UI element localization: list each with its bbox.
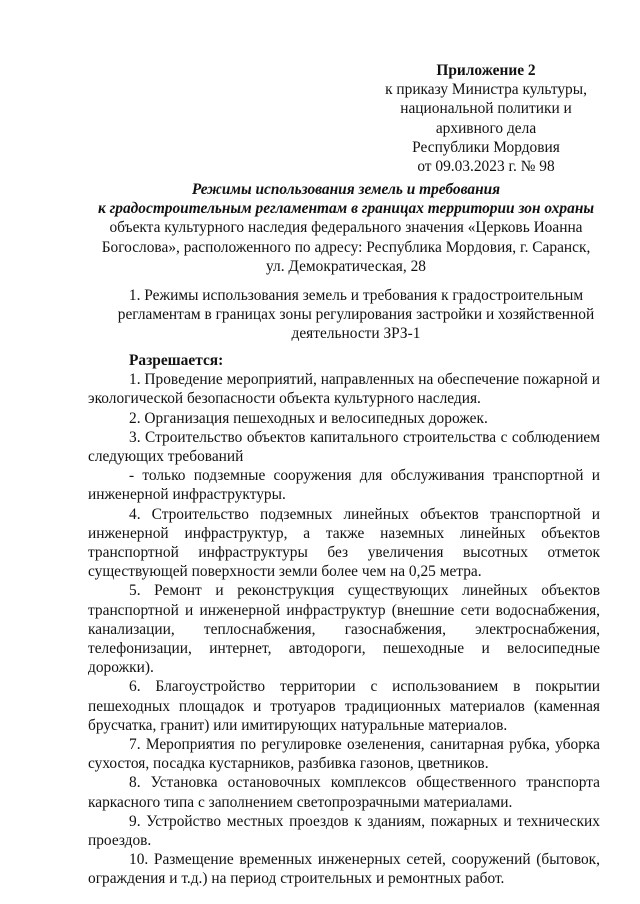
list-item: - только подземные сооружения для обслуживания транспортной и инженерной инфраструктуры. — [88, 467, 600, 504]
document-body — [88, 351, 600, 889]
appendix-line: к приказу Министра культуры, — [385, 81, 587, 99]
title-bold-line: Режимы использования земель и требования — [191, 181, 501, 198]
appendix-line: от 09.03.2023 г. № 98 — [417, 158, 555, 176]
appendix-block — [376, 61, 596, 176]
title-line: объекта культурного наследия федерального значения «Церковь Иоанна — [109, 219, 583, 237]
list-item: 8. Установка остановочных комплексов общественного транспорта каркасного типа с заполнением светопрозрачными материалами. — [88, 774, 600, 811]
list-item: 10. Размещение временных инженерных сетей, сооружений (бытовок, ограждения и т.д.) на период строительных и ремонтных работ. — [88, 851, 600, 888]
appendix-line: архивного дела — [435, 119, 537, 137]
title-line: Богослова», расположенного по адресу: Республика Мордовия, г. Саранск, — [101, 238, 591, 256]
section-line: деятельности ЗРЗ-1 — [291, 325, 421, 343]
appendix-line: Республики Мордовия — [412, 138, 560, 156]
title-bold-line: к градостроительным регламентам в границах территории зон охраны — [97, 200, 595, 218]
section-heading — [100, 286, 612, 344]
title-line: ул. Демократическая, 28 — [266, 257, 426, 275]
list-item: 5. Ремонт и реконструкция существующих линейных объектов транспортной и инженерной инфраструктур (внешние сети водоснабжения, канализации, теплоснабжения, газоснабжения, электроснабжения, телефонизации, интернет, автодороги, пешеходные и велосипедные дорожки). — [88, 582, 600, 677]
list-item: 7. Мероприятия по регулировке озеленения, санитарная рубка, уборка сухостоя, посадка кустарников, разбивка газонов, цветников. — [88, 736, 600, 773]
document-title — [80, 180, 612, 276]
appendix-line: национальной политики и — [400, 100, 572, 118]
section-line: регламентам в границах зоны регулирования застройки и хозяйственной — [117, 306, 595, 324]
list-item: 2. Организация пешеходных и велосипедных дорожек. — [129, 409, 488, 427]
list-item: 4. Строительство подземных линейных объектов транспортной и инженерной инфраструктур, а также наземных линейных объектов транспортной инфраструктуры без увеличения высотных отметок существующей поверхности земли более чем на 0,25 метра. — [88, 505, 600, 581]
appendix-title: Приложение 2 — [436, 62, 536, 79]
allowed-heading: Разрешается: — [129, 352, 224, 369]
section-line: 1. Режимы использования земель и требования к градостроительным — [128, 287, 584, 304]
list-item: 3. Строительство объектов капитального строительства с соблюдением следующих требований — [88, 428, 600, 466]
list-item: 6. Благоустройство территории с использованием в покрытии пешеходных площадок и тротуаров традиционных материалов (каменная брусчатка, гранит) или имитирующих натуральные материалов. — [88, 678, 600, 734]
list-item: 9. Устройство местных проездов к зданиям, пожарных и технических проездов. — [88, 812, 600, 850]
list-item: 1. Проведение мероприятий, направленных на обеспечение пожарной и экологической безопасности объекта культурного наследия. — [88, 371, 600, 408]
